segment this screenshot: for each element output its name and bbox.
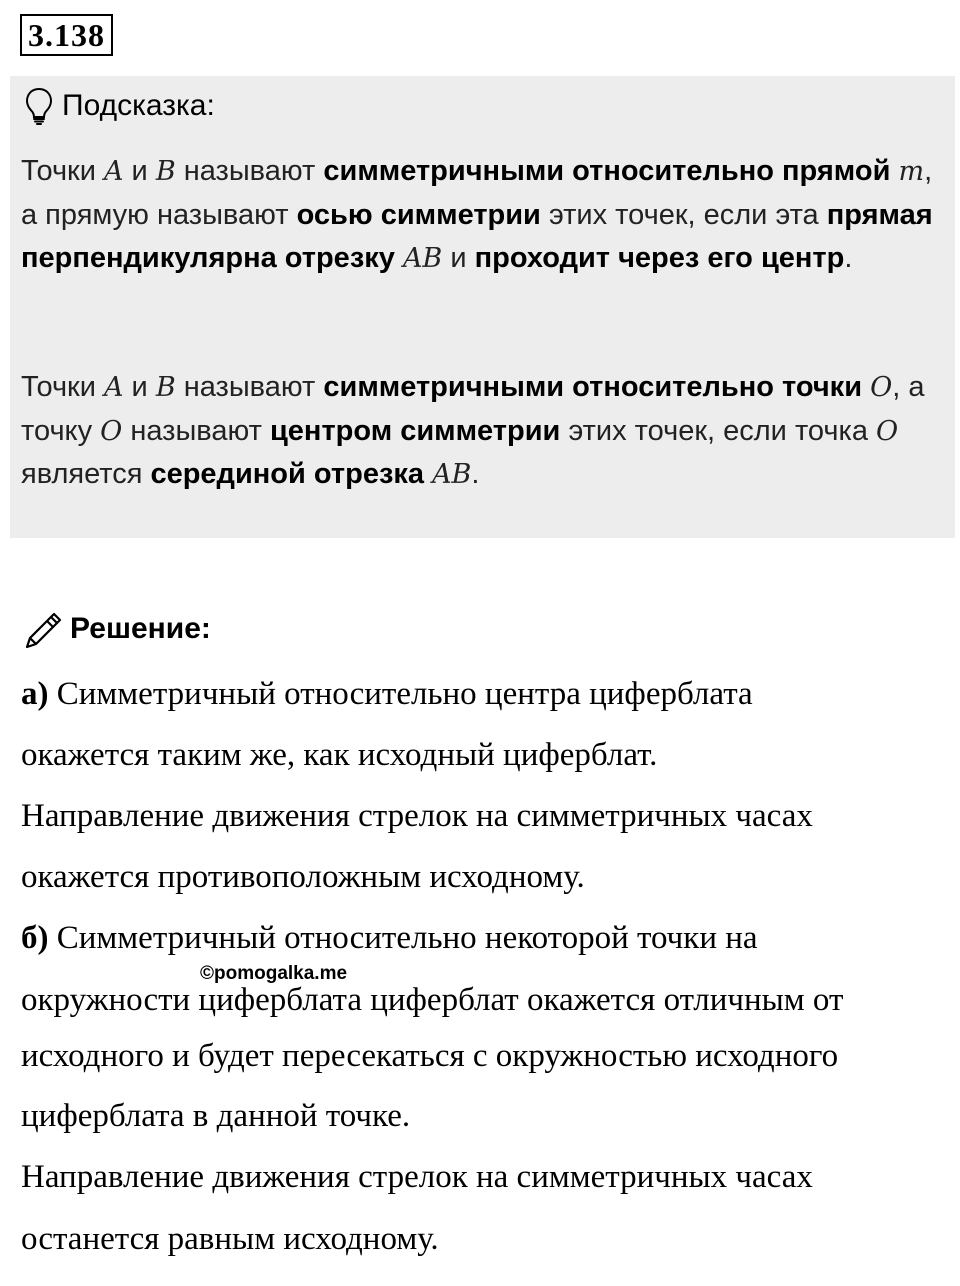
solution-line: исходного и будет пересекаться с окружностью исходного [21, 1038, 839, 1074]
hint-paragraph-point-symmetry: Точки A и B называют симметричными относительно точки O, а точку O называют центром симметрии этих точек, если точка O является серединой отрезка AB. [21, 371, 925, 490]
solution-title: Решение: [70, 612, 211, 645]
hint-title: Подсказка: [62, 89, 215, 122]
solution-line: окажется таким же, как исходный циферблат. [21, 737, 658, 773]
solution-line: окажется противоположным исходному. [21, 859, 585, 895]
solution-line: циферблата в данной точке. [21, 1098, 411, 1134]
solution-line-a1: а) Симметричный относительно центра циферблата [21, 676, 753, 712]
solution-line: останется равным исходному. [21, 1221, 439, 1257]
solution-line-b1: б) Симметричный относительно некоторой точки на [21, 920, 758, 956]
hint-paragraph-line-symmetry: Точки A и B называют симметричными относительно прямой m, а прямую называют осью симметрии этих точек, если эта прямая перпендикулярна отрезку AB и проходит через его центр. [21, 155, 933, 274]
solution-line: Направление движения стрелок на симметричных часах [21, 1159, 813, 1195]
hint-header [24, 84, 215, 128]
watermark: ©pomogalka.me [200, 963, 348, 984]
hint-panel [10, 76, 955, 538]
problem-number: 3.138 [20, 14, 113, 56]
solution-line: окружности циферблата циферблат окажется отличным от [21, 982, 844, 1018]
lightbulb-icon [24, 86, 54, 126]
solution-line: Направление движения стрелок на симметричных часах [21, 798, 813, 834]
pencil-icon [22, 608, 64, 650]
solution-header [22, 604, 211, 654]
